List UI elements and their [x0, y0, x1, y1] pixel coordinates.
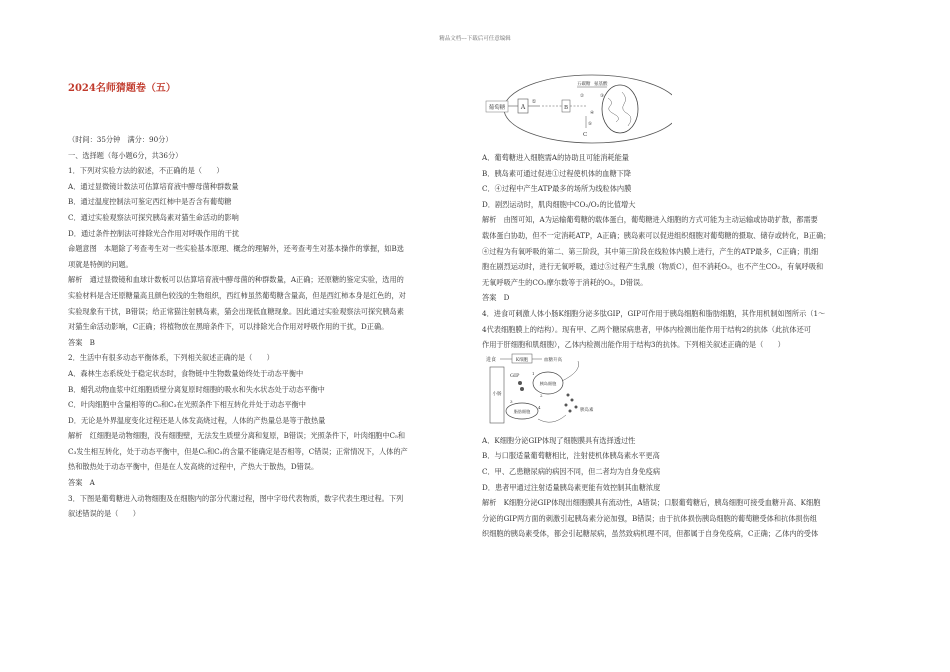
text-line: A．通过显微镜计数法可估算培育液中酵母菌种群数量 — [68, 181, 239, 191]
label-struct2: 2 — [540, 392, 543, 398]
text-line: D．患者甲通过注射适量胰岛素更能有效控制其血糖浓度 — [482, 482, 661, 492]
text-line: C．甲、乙患糖尿病的病因不同，但二者均为自身免疫病 — [482, 466, 661, 476]
gip-mechanism-diagram — [482, 353, 632, 429]
text-line: B．胰岛素可通过促进①过程使机体的血糖下降 — [482, 168, 632, 178]
label-a: A — [520, 104, 526, 111]
text-line: A．K细胞分泌GIP体现了细胞膜具有选择透过性 — [482, 435, 636, 445]
text-line: 1．下列对实验方法的叙述，不正确的是（ ） — [68, 166, 224, 176]
text-line: 4代表细胞膜上的结构）。现有甲、乙两个糖尿病患者，甲体内检测出能作用于结构2的抗体（此抗体还可 — [482, 324, 811, 334]
label-c: C — [583, 132, 588, 138]
text-line: （时间：35分钟 满分：90分） — [68, 135, 173, 144]
label-intestine: 小肠 — [492, 391, 502, 397]
figure-glucose-metabolism — [482, 72, 882, 146]
label-food: 进食 — [486, 356, 497, 363]
text-line: B．蜡乳动物血浆中红细胞质壁分离复原时细胞的吸水和失水状态处于动态平衡中 — [68, 384, 325, 394]
text-line: 载体蛋白协助，但不一定消耗ATP，A正确；胰岛素可以促进组织细胞对葡萄糖的摄取、储存或转化，B正确； — [482, 230, 831, 240]
text-line: 实验现象有干扰，B错误；给正常猫注射胰岛素，猫会出现低血糖现象。因此通过实验观察法可探究胰岛素 — [68, 306, 404, 316]
text-line: 胞在剧烈运动时，进行无氧呼吸，通过⑤过程产生乳酸（物质C），但不消耗O₂，也不产生CO₂，有氧呼吸和 — [482, 262, 824, 272]
text-line: A．葡萄糖进入细胞需A的协助且可能消耗能量 — [482, 153, 629, 162]
text-line: 分泌的GIP两方面的刺激引起胰岛素分泌加强，B错误；由于抗体损伤胰岛细胞的葡萄糖受体和抗体损伤组 — [482, 513, 817, 523]
text-line: C．④过程中产生ATP最多的场所为线粒体内膜 — [482, 184, 632, 194]
text-line: D．无论是外界温度变化过程还是人体发高烧过程，人体的产热量总是等于散热量 — [68, 415, 326, 425]
text-line: 一、选择题（每小题6分，共36分） — [68, 150, 183, 160]
right-column — [482, 72, 882, 542]
text-line: 2．生活中有很多动态平衡体系，下列相关叙述正确的是（ ） — [68, 353, 274, 363]
label-insulin: 胰岛素 — [580, 407, 594, 413]
label-kcell: K细胞 — [515, 357, 529, 363]
label-gip: GIP — [510, 372, 520, 379]
text-line: D．通过条件控制法可排除光合作用对呼吸作用的干扰 — [68, 228, 240, 238]
figure-gip-mechanism — [482, 353, 882, 429]
label-step5: ⑤ — [588, 122, 593, 127]
label-struct4: 4 — [538, 404, 541, 410]
label-struct3: 3 — [510, 398, 513, 404]
text-line: 答案 A — [68, 478, 95, 488]
text-line: C．叶肉细胞中含量相等的C₅和C₃在光照条件下相互转化并处于动态平衡中 — [68, 400, 306, 410]
text-line: 实验材料是含还原糖量高且颜色较浅的生物组织，西红柿虽然葡萄糖含量高，但是西红柿本身是红色的，对 — [68, 290, 406, 300]
label-fat: 脂肪细胞 — [513, 408, 531, 414]
label-struct1: 1 — [532, 370, 535, 376]
left-text-lines — [68, 132, 468, 522]
text-line: 项就是特例的问题。 — [68, 259, 133, 269]
label-glucose: 葡萄糖 — [488, 105, 506, 111]
label-islet: 胰岛细胞 — [539, 380, 557, 386]
text-line: 答案 B — [68, 337, 95, 347]
glucose-metabolism-diagram — [482, 72, 672, 146]
label-step2: ② — [580, 94, 585, 99]
text-line: C₃发生相互转化，处于动态平衡中，但是C₅和C₃的含量不能确定是否相等，C错误；正常情况下，人体的产 — [68, 446, 408, 456]
label-amino: 氨基酸 — [594, 82, 608, 87]
text-line: 热和散热处于动态平衡中，但是在人发高烧的过程中，产热大于散热，D错误。 — [68, 462, 319, 472]
text-line: D．剧烈运动时，肌肉细胞中CO₂/O₂的比值增大 — [482, 199, 636, 209]
label-step3: ③ — [600, 94, 605, 99]
left-column — [68, 72, 468, 522]
label-step1: ① — [531, 99, 537, 105]
text-line: B．与口服适量葡萄糖相比，注射使机体胰岛素水平更高 — [482, 451, 660, 461]
text-line: 解析 红细胞是动物细胞，没有细胞壁，无法发生质壁分离和复原，B错误；光照条件下，叶肉细胞中C₅和 — [68, 431, 406, 441]
text-line: A．森林生态系统处于稳定状态时，食物链中生物数量始终处于动态平衡中 — [68, 368, 304, 378]
exam-title: 2024名师猜题卷（五） — [68, 83, 176, 94]
text-line: 对猫生命活动影响，C正确；将植物放在黑暗条件下，可以排除光合作用对呼吸作用的干扰，D正确。 — [68, 322, 389, 332]
text-line: 织细胞的胰岛素受体，都会引起糖尿病，虽然致病机理不同，但都属于自身免疫病，C正确；乙体内的受体 — [482, 529, 819, 539]
text-line: B．通过温度控制法可鉴定西红柿中是否含有葡萄糖 — [68, 197, 232, 207]
text-line: 解析 通过显微镜和血球计数板可以估算培育液中酵母菌的种群数量，A正确；还原糖的鉴定实验，选用的 — [68, 275, 404, 285]
right-text-lines-top — [482, 150, 882, 353]
label-b: B — [563, 105, 569, 111]
text-line: 答案 D — [482, 293, 510, 303]
text-line: 解析 由图可知，A为运输葡萄糖的载体蛋白，葡萄糖进入细胞的方式可能为主动运输或协助扩散，都需要 — [482, 215, 818, 225]
text-line: 叙述错误的是（ ） — [68, 509, 140, 519]
page-header: 精品文档---下载后可任意编辑 — [439, 36, 511, 42]
text-line: C．通过实验观察法可探究胰岛素对猫生命活动的影响 — [68, 212, 239, 222]
right-text-lines-bottom — [482, 433, 882, 542]
text-line: 作用于肝细胞和肌细胞），乙体内检测出能作用于结构3的抗体。下列相关叙述正确的是（ ） — [482, 340, 785, 350]
text-line: ④过程为有氧呼吸的第二、第三阶段，其中第三阶段在线粒体内膜上进行，产生的ATP最多，C正确；肌细 — [482, 246, 819, 256]
text-line: 3．下图是葡萄糖进入动物细胞及在细胞内的部分代谢过程，图中字母代表物质，数字代表生理过程。下列 — [68, 493, 404, 503]
text-line: 命题意图 本题除了考查考生对一些实验基本原理、概念的理解外，还考查考生对基本操作的掌握，如B选 — [68, 244, 404, 254]
label-step4: ④ — [590, 111, 595, 116]
text-line: 4．进食可刺激人体小肠K细胞分泌多肽GIP，GIP可作用于胰岛细胞和脂肪细胞，其作用机制如图所示（1～ — [482, 308, 826, 318]
label-pentose: 五碳糖 — [577, 82, 591, 87]
text-line: 无氧呼吸产生的CO₂摩尔数等于消耗的O₂，D错误。 — [482, 277, 648, 287]
label-blood-sugar: 血糖升高 — [544, 357, 562, 363]
text-line: 解析 K细胞分泌GIP体现出细胞膜具有流动性，A错误；口服葡萄糖后，胰岛细胞可接受血糖升高、K细胞 — [482, 498, 821, 508]
